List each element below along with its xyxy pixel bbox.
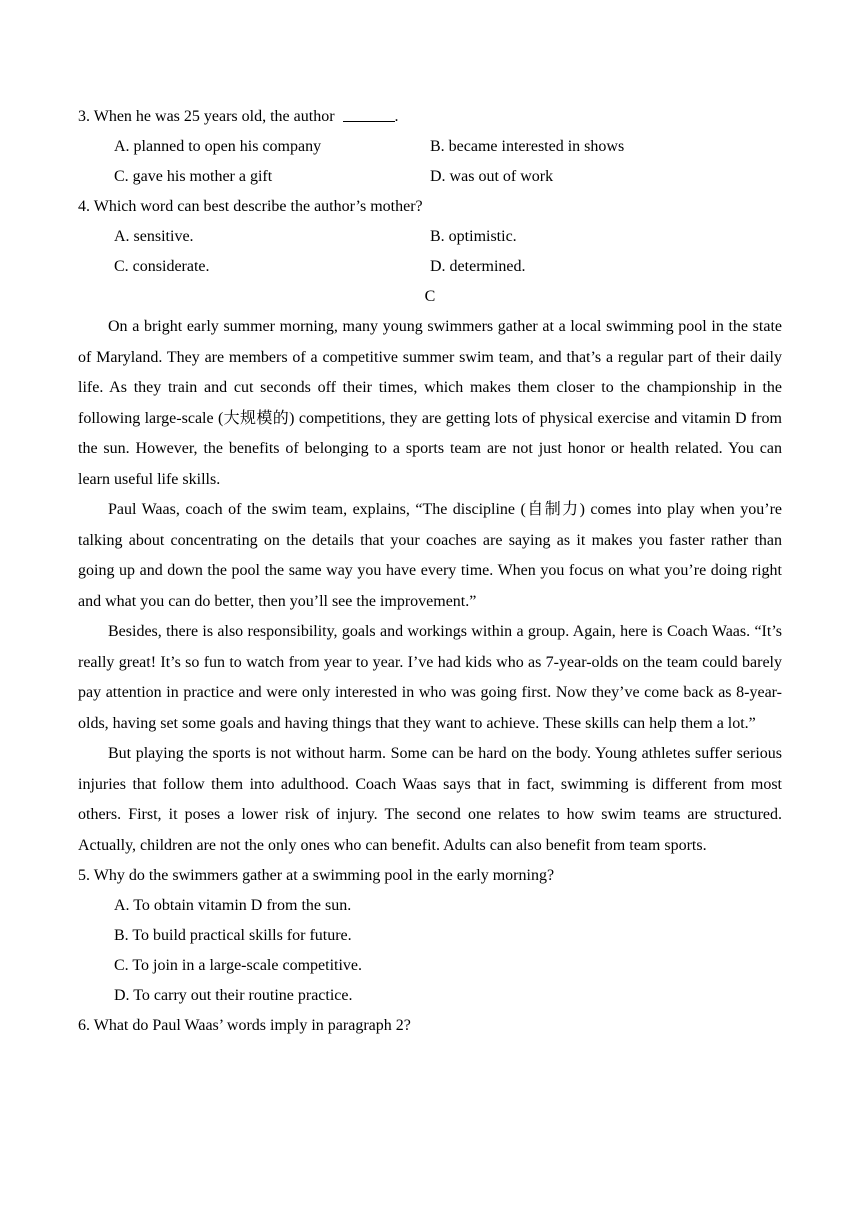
option-c: C. gave his mother a gift [114,168,273,185]
option-d: D. To carry out their routine practice. [114,987,353,1004]
question-5-stem: 5. Why do the swimmers gather at a swimming pool in the early morning? [78,867,555,884]
answer-blank [343,105,395,122]
exam-page [78,102,782,1041]
question-6-stem: 6. What do Paul Waas’ words imply in paragraph 2? [78,1017,411,1034]
option-a: A. planned to open his company [114,138,322,155]
passage-paragraph: Paul Waas, coach of the swim team, explains, “The discipline (自制力) comes into play when you’re talking about concentrating on the details that your coaches are saying as it makes you faster rather than going up and down the pool the same way you have every time. When you focus on what you’re doing right and what you can do better, then you’ll see the improvement.” [78,501,782,610]
option-d: D. determined. [430,258,526,275]
option-c: C. To join in a large-scale competitive. [114,957,362,974]
option-a: A. sensitive. [114,228,194,245]
passage-paragraph: But playing the sports is not without harm. Some can be hard on the body. Young athletes suffer serious injuries that follow them into adulthood. Coach Waas says that in fact, swimming is different from most others. First, it poses a lower risk of injury. The second one relates to how swim teams are structured. Actually, children are not the only ones who can benefit. Adults can also benefit from team sports. [78,745,782,854]
question-3-options-row-2 [78,162,782,192]
question-3-options-row-1 [78,132,782,162]
option-b: B. became interested in shows [430,138,625,155]
option-c: C. considerate. [114,258,210,275]
option-b: B. To build practical skills for future. [114,927,352,944]
option-b: B. optimistic. [430,228,517,245]
option-a: A. To obtain vitamin D from the sun. [114,897,352,914]
question-4-options-row-1 [78,222,782,252]
question-4-options-row-2 [78,252,782,282]
passage-paragraph: On a bright early summer morning, many young swimmers gather at a local swimming pool in the state of Maryland. They are members of a competitive summer swim team, and that’s a regular part of their daily life. As they train and cut seconds off their times, which makes them closer to the championship in the following large-scale (大规模的) competitions, they are getting lots of physical exercise and vitamin D from the sun. However, the benefits of belonging to a sports team are not just honor or health related. You can learn useful life skills. [78,318,782,488]
section-heading: C [424,288,436,305]
question-3-stem: 3. When he was 25 years old, the author . [78,102,782,132]
passage-paragraph: Besides, there is also responsibility, goals and workings within a group. Again, here is Coach Waas. “It’s really great! It’s so fun to watch from year to year. I’ve had kids who as 7-year-olds on the team could barely pay attention in practice and were only interested in who was going first. Now they’ve come back as 8-year-olds, having set some goals and having things that they want to achieve. These skills can help them a lot.” [78,623,782,732]
option-d: D. was out of work [430,168,554,185]
question-4-stem: 4. Which word can best describe the author’s mother? [78,198,423,215]
